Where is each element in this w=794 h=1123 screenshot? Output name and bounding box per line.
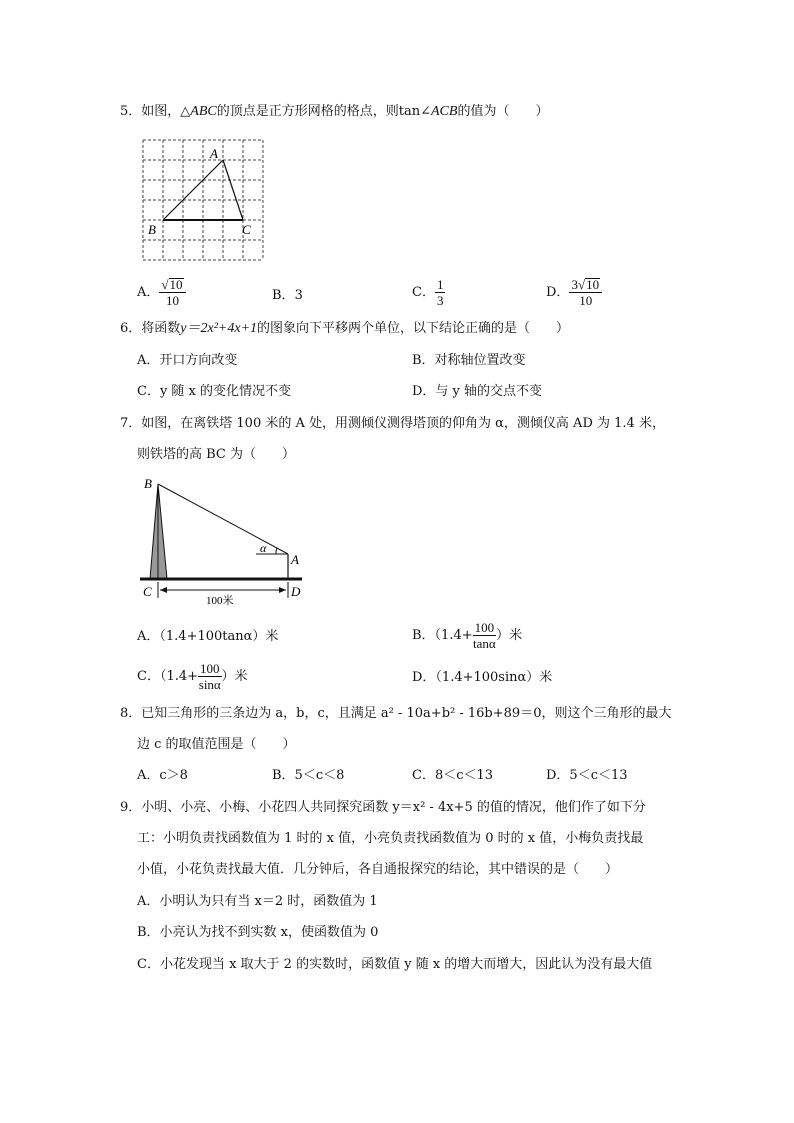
q5-option-b: B．3	[272, 288, 303, 303]
q6-option-a: A．开口方向改变	[137, 353, 238, 368]
point-c-label: C	[143, 584, 152, 599]
q7-number: 7．	[120, 416, 142, 431]
q8-option-a: A．c＞8	[137, 768, 188, 783]
q7-stem-line2: 则铁塔的高 BC 为（ ）	[137, 447, 296, 462]
q8-option-c: C．8＜c＜13	[412, 768, 494, 783]
q5-number: 5．	[120, 104, 142, 119]
q8-stem-line2: 边 c 的取值范围是（ ）	[137, 737, 296, 752]
q6-number: 6．	[120, 321, 142, 336]
q5-stem: 5．如图，△ABC的顶点是正方形网格的格点，则tan∠ACB的值为（ ）	[120, 104, 549, 119]
q9-stem-line2: 工：小明负责找函数值为 1 时的 x 值，小亮负责找函数值为 0 时的 x 值，小梅负责找最	[137, 831, 644, 846]
q6-option-d: D．与 y 轴的交点不变	[412, 384, 543, 399]
angle-alpha-label: α	[260, 541, 267, 555]
point-b-label: B	[144, 476, 152, 491]
q8-number: 8．	[120, 706, 142, 721]
q9-option-c: C．小花发现当 x 取大于 2 的实数时，函数值 y 随 x 的增大而增大，因此认为没有最大值	[137, 957, 653, 972]
q7-option-d: D．（1.4+100sinα）米	[412, 670, 553, 685]
q7-option-a: A．（1.4+100tanα）米	[137, 629, 279, 644]
q6-option-c: C．y 随 x 的变化情况不变	[137, 384, 292, 399]
point-c-label: C	[242, 222, 251, 237]
q6-option-b: B．对称轴位置改变	[412, 353, 526, 368]
q9-option-b: B．小亮认为找不到实数 x，使函数值为 0	[137, 925, 379, 940]
q7-option-b: B．（1.4+ $\frac{100}{\tan\alpha}$ ）米	[412, 619, 523, 651]
sight-line	[158, 484, 288, 554]
point-a-label: A	[291, 552, 299, 567]
q5-option-a: A． $\frac{√10}{10}$	[137, 277, 186, 309]
q9-number: 9．	[120, 800, 142, 815]
q7-stem-line1: 7．如图，在离铁塔 100 米的 A 处，用测倾仪测得塔顶的仰角为 α，测倾仪高 AD 为 1.4 米，	[120, 416, 665, 431]
q8-stem-line1: 8．已知三角形的三条边为 a，b，c，且满足 a² - 10a+b² - 16b+89＝0，则这个三角形的最大	[120, 706, 672, 721]
distance-label: 100米	[206, 595, 234, 607]
q9-stem-line1: 9．小明、小亮、小梅、小花四人共同探究函数 y＝x² - 4x+5 的值的情况，他们作了如下分	[120, 800, 646, 815]
q9-option-a: A．小明认为只有当 x＝2 时，函数值为 1	[137, 894, 378, 909]
q9-stem-line3: 小值，小花负责找最大值．几分钟后，各自通报探究的结论，其中错误的是（ ）	[137, 862, 619, 877]
q5-option-c: C． $\frac{1}{3}$	[412, 276, 444, 308]
q8-option-d: D．5＜c＜13	[546, 768, 628, 783]
q8-option-b: B．5＜c＜8	[272, 768, 345, 783]
q5-option-d: D． $\frac{3√10}{10}$	[546, 277, 602, 309]
q7-option-c: C．（1.4+ $\frac{100}{\sin\alpha}$ ）米	[137, 660, 248, 692]
point-a-label: A	[210, 146, 218, 161]
point-d-label: D	[291, 584, 301, 599]
q6-stem: 6．将函数y＝2x²+4x+1的图象向下平移两个单位，以下结论正确的是（ ）	[120, 321, 570, 336]
point-b-label: B	[148, 222, 156, 237]
q5-grid-figure	[136, 134, 270, 266]
q7-tower-figure	[136, 474, 308, 608]
